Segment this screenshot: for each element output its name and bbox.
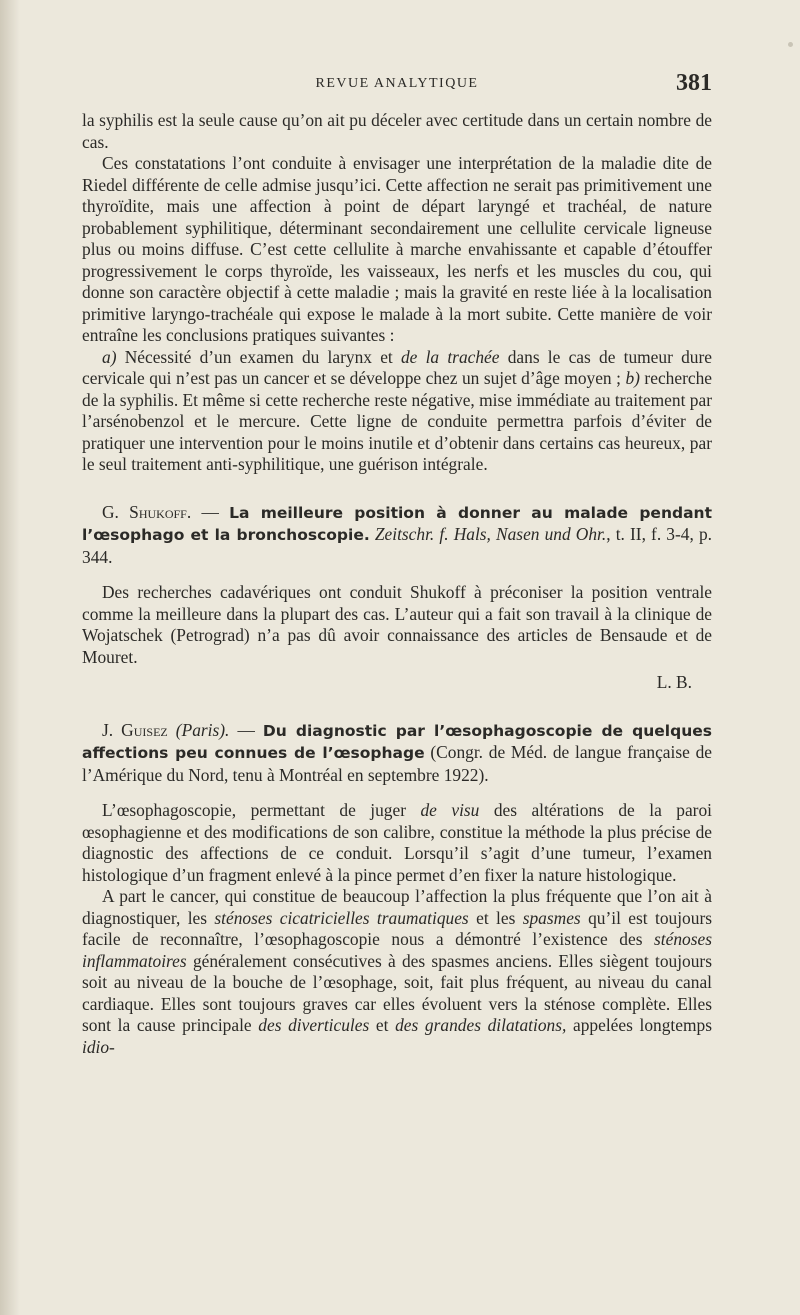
paragraph-stenoses: [82, 886, 712, 1058]
p6-italic-2: spasmes: [522, 907, 581, 928]
paper-speck: [788, 42, 793, 47]
signature-lb: L. B.: [656, 672, 692, 692]
ref2-place: (Paris).: [175, 719, 230, 740]
paragraph-conclusions: [82, 347, 712, 476]
page-number: 381: [676, 70, 712, 96]
ref2-initial: J.: [102, 719, 114, 740]
paragraph-shukoff-summary: Des recherches cadavériques ont conduit Shukoff à préconiser la position ventrale comme la meilleure dans la plupart des cas. L’auteur qui a fait son travail à la clinique de Wojatschek (Petrograd) n’a pas dû avoir connaissance des articles de Bensaude et de Mouret.: [82, 582, 712, 667]
p6-text-2: et les: [468, 907, 523, 928]
p6-italic-4: des diverticules: [258, 1015, 370, 1035]
page-edge-shadow: [0, 0, 20, 1315]
item-a-marker: a): [102, 346, 117, 367]
p6-italic-6: idio-: [82, 1036, 115, 1057]
p6-text-3: qu’il est toujours facile de reconnaître, l’œsophagoscopie nous a démontré l’existence des: [82, 907, 712, 949]
ref2-dash: —: [229, 719, 263, 740]
page-header: [82, 70, 712, 102]
ref1-details: , t. II, f. 3-4, p. 344.: [82, 524, 712, 567]
paragraph-continuation: la syphilis est la seule cause qu’on ait pu déceler avec certitude dans un certain nombre de cas.: [82, 110, 712, 152]
ref2-title: Du diagnostic par l’œsophagoscopie de quelques affections peu connues de l’œsophage: [82, 721, 712, 762]
p6-text-6: appelées longtemps: [566, 1015, 712, 1035]
running-title: REVUE ANALYTIQUE: [315, 76, 479, 91]
section-gap: [82, 694, 712, 720]
section-gap: [82, 476, 712, 502]
paragraph-riedel-interpretation: Ces constatations l’ont conduite à envisager une interprétation de la maladie dite de Riedel différente de celle admise jusqu’ici. Cette affection ne serait pas primitivement une thyroïdite, mais une affection à point de départ laryngé et trachéal, de nature probablement syphilitique, déterminant secondairement une cellulite cervicale ligneuse plus ou moins diffuse. C’est cette cellulite à marche envahissante et capable d’étouffer progressivement le corps thyroïde, les vaisseaux, les nerfs et les muscles du cou, qui donne son caractère objectif à cette maladie ; mais la gravité en reste liée à la localisation primitive laryngo-trachéale qui expose le malade à la mort subite. Cette manière de voir entraîne les conclusions pratiques suivantes :: [82, 153, 712, 345]
reference-shukoff: [82, 502, 712, 569]
p6-italic-5: des grandes dilatations,: [395, 1015, 567, 1035]
ref1-dash: —: [191, 501, 230, 522]
conclusion-text-3: recherche de la syphilis. Et même si cette recherche reste négative, mise immédiate au traitement par l’arsénobenzol et le mercure. Cette ligne de conduite permettra parfois d’éviter de pratiquer une intervention pour le moins inutile et d’obtenir dans certains cas heureux, par le seul traitement anti-syphilitique, une guérison intégrale.: [82, 368, 712, 474]
section-gap: [82, 568, 712, 582]
p5-text-2: des altérations de la paroi œsophagienne et des modifications de son calibre, constitue la méthode la plus précise de diagnostic des affections de ce conduit. Lorsqu’il s’agit d’une tumeur, l’examen histologique d’un fragment enlevé à la pince permet d’en fixer la nature histologique.: [82, 800, 712, 885]
p5-text-1: L’œsophagoscopie, permettant de juger: [102, 800, 421, 820]
p6-text-1: A part le cancer, qui constitue de beaucoup l’affection la plus fréquente que l’on ait à diagnostiquer, les: [82, 886, 712, 928]
item-b-marker: b): [625, 368, 640, 388]
p6-italic-1: sténoses cicatricielles traumatiques: [214, 907, 469, 928]
p5-italic: de visu: [420, 800, 480, 820]
ref1-initial: G.: [102, 501, 119, 522]
ref1-journal: Zeitschr. f. Hals, Nasen und Ohr.: [374, 524, 607, 544]
reference-guisez: [82, 720, 712, 787]
ref1-author: Shukoff.: [129, 501, 192, 522]
ref2-author: Guisez: [121, 719, 168, 740]
p6-text-4: généralement consécutives à des spasmes anciens. Elles siègent toujours soit au niveau de la bouche de l’œsophage, soit, fait plus fréquent, au niveau du canal cardiaque. Elles sont toujours graves car elles évoluent vers la sténose complète. Elles sont la cause principale: [82, 950, 712, 1035]
conclusion-text-1: Nécessité d’un examen du larynx et: [116, 346, 401, 367]
section-gap: [82, 786, 712, 800]
conclusion-text-2: dans le cas de tumeur dure cervicale qui n’est pas un cancer et se développe chez un sujet d’âge moyen ;: [82, 346, 712, 388]
paragraph-oesophagoscopy: [82, 800, 712, 886]
conclusion-italic: de la trachée: [400, 346, 500, 367]
p6-text-5: et: [369, 1015, 396, 1035]
article-body: [82, 110, 712, 1058]
p6-italic-3: sténoses inflammatoires: [82, 929, 712, 971]
ref1-title: La meilleure position à donner au malade pendant l’œsophago et la bronchoscopie.: [82, 503, 712, 544]
ref2-details: (Congr. de Méd. de langue française de l’Amérique du Nord, tenu à Montréal en septembre 1922).: [82, 742, 712, 785]
